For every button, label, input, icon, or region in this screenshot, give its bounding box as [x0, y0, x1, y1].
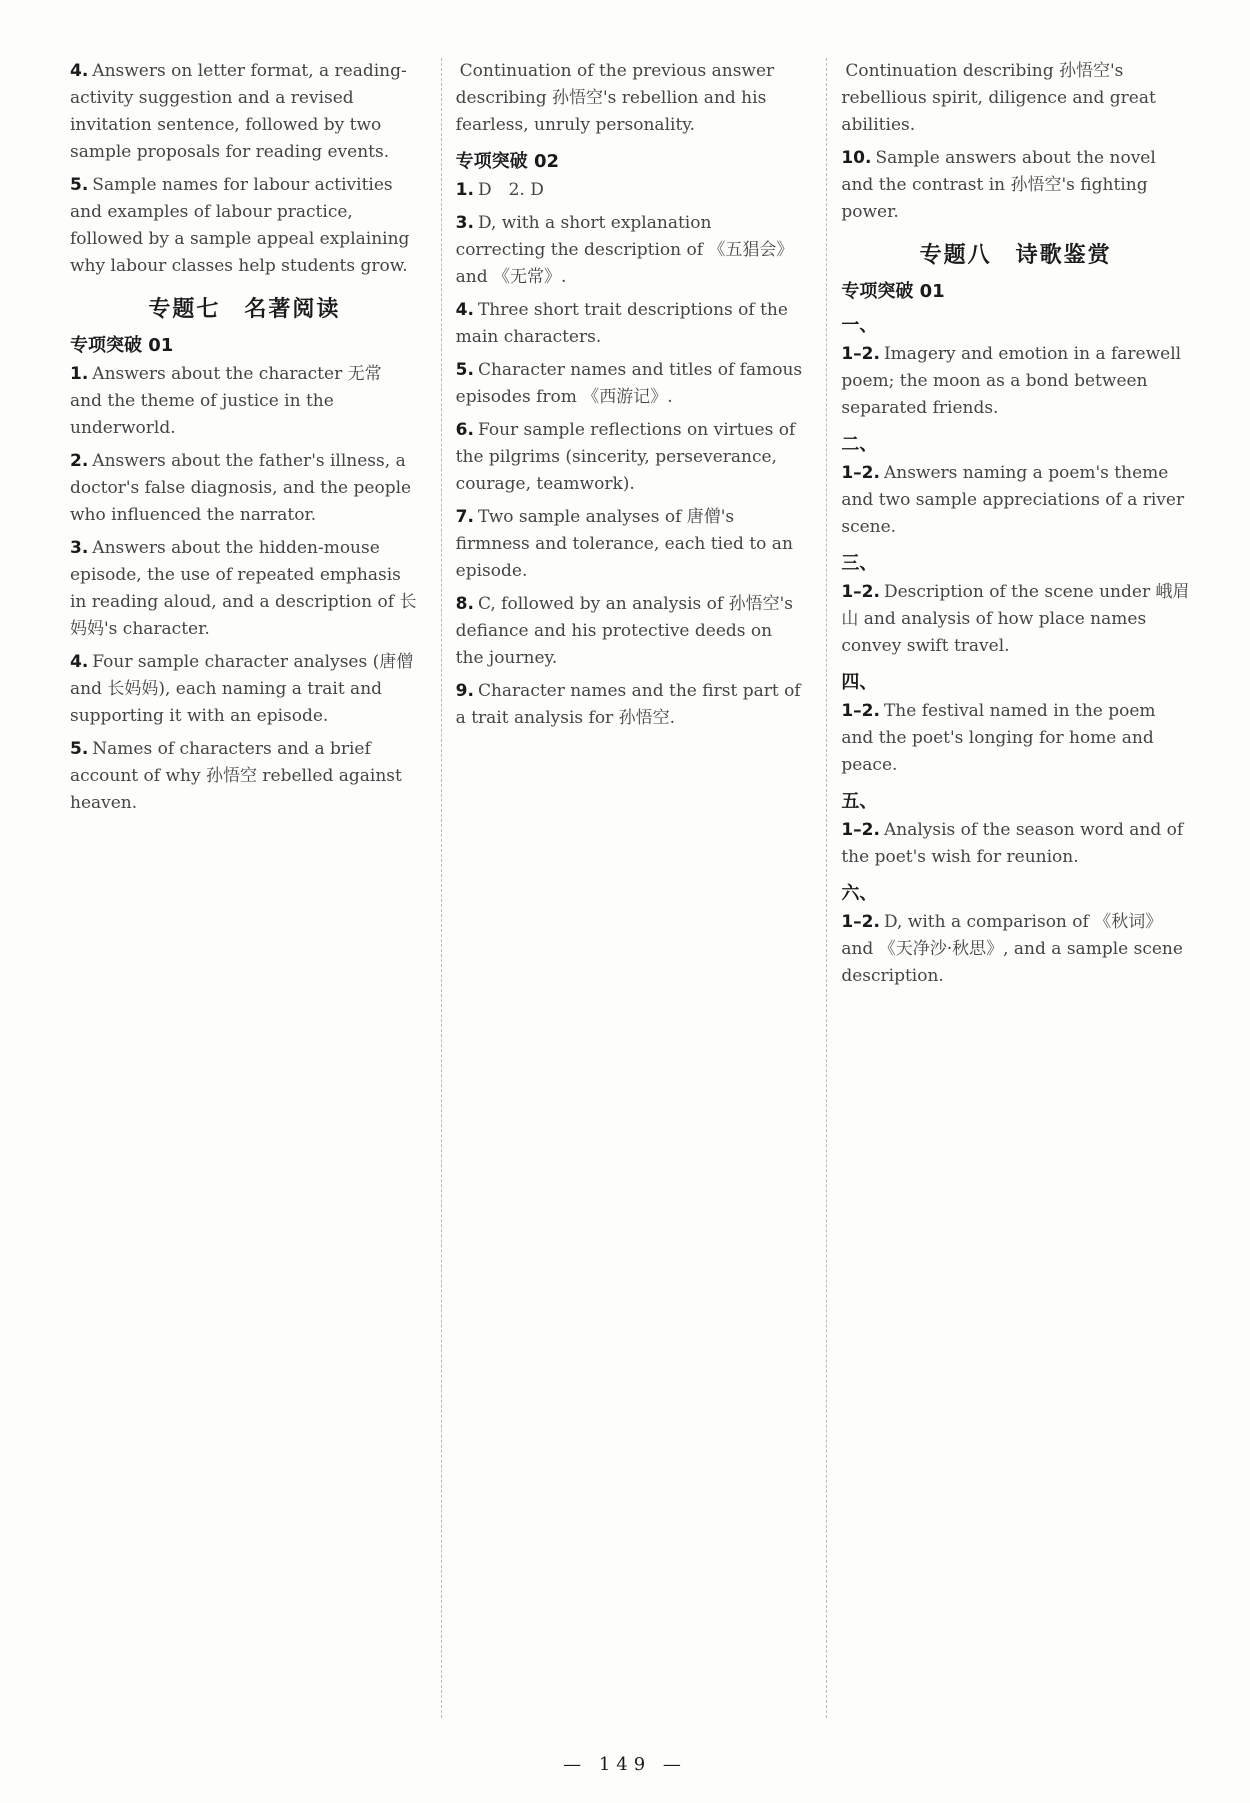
answer-item: [841, 341, 1190, 422]
item-summary: Answers about the hidden-mouse episode, the use of repeated emphasis in reading aloud, and a description of 长妈妈's character.: [70, 538, 417, 639]
item-number: 7.: [455, 507, 474, 527]
item-number: 9.: [455, 681, 474, 701]
answer-item: [70, 649, 419, 730]
section-label: 三、: [841, 553, 878, 574]
item-summary: Description of the scene under 峨眉山 and analysis of how place names convey swift travel.: [841, 582, 1190, 656]
item-summary: D, with a short explanation correcting the description of 《五猖会》 and 《无常》.: [455, 213, 794, 287]
answer-item: [456, 177, 805, 204]
answer-item: [456, 297, 805, 351]
item-number: 4.: [70, 61, 89, 81]
topic-title: 专题七 名著阅读: [148, 297, 341, 322]
item-number: 10.: [841, 148, 872, 168]
answer-item: [841, 58, 1190, 139]
item-summary: Continuation describing 孙悟空's rebellious spirit, diligence and great abilities.: [841, 61, 1156, 135]
section-label: 五、: [841, 791, 878, 812]
answer-item: [456, 357, 805, 411]
item-number: 1–2.: [841, 344, 880, 364]
answer-item: [841, 579, 1190, 660]
item-summary: Answers about the character 无常 and the theme of justice in the underworld.: [70, 364, 382, 438]
item-summary: Answers about the father's illness, a doctor's false diagnosis, and the people who influenced the narrator.: [70, 451, 412, 525]
section-label: 专项突破 01: [841, 281, 945, 302]
item-number: 1.: [70, 364, 89, 384]
item-summary: Sample answers about the novel and the contrast in 孙悟空's fighting power.: [841, 148, 1156, 222]
item-number: 1–2.: [841, 912, 880, 932]
answer-item: [456, 591, 805, 672]
item-summary: C, followed by an analysis of 孙悟空's defiance and his protective deeds on the journey.: [455, 594, 793, 668]
item-number: 1–2.: [841, 820, 880, 840]
item-number: 2.: [70, 451, 89, 471]
item-number: 5.: [70, 175, 89, 195]
section-label: 六、: [841, 883, 878, 904]
page-number: — 149 —: [563, 1754, 687, 1775]
answer-item: [70, 58, 419, 166]
item-number: 8.: [455, 594, 474, 614]
answer-item: [841, 698, 1190, 779]
item-summary: D 2. D: [477, 180, 544, 200]
item-summary: Analysis of the season word and of the poet's wish for reunion.: [841, 820, 1184, 867]
item-number: 1.: [455, 180, 474, 200]
item-number: 6.: [455, 420, 474, 440]
answer-item: [841, 909, 1190, 990]
item-number: 4.: [455, 300, 474, 320]
item-number: 1–2.: [841, 463, 880, 483]
section-label: 专项突破 02: [455, 151, 559, 172]
answer-item: [70, 535, 419, 643]
answer-item: [841, 460, 1190, 541]
answer-item: [70, 361, 419, 442]
section-label: 一、: [841, 315, 878, 336]
item-summary: Continuation of the previous answer describing 孙悟空's rebellion and his fearless, unruly personality.: [455, 61, 775, 135]
answer-item: [70, 736, 419, 817]
section-label: 专项突破 01: [70, 335, 174, 356]
item-summary: Four sample character analyses (唐僧 and 长妈妈), each naming a trait and supporting it with an episode.: [70, 652, 414, 726]
item-summary: Sample names for labour activities and examples of labour practice, followed by a sample appeal explaining why labour classes help students grow.: [70, 175, 410, 276]
item-number: 3.: [70, 538, 89, 558]
answer-item: [456, 417, 805, 498]
item-summary: Two sample analyses of 唐僧's firmness and tolerance, each tied to an episode.: [455, 507, 793, 581]
answer-item: [70, 448, 419, 529]
item-number: 5.: [455, 360, 474, 380]
answer-item: [841, 145, 1190, 226]
item-number: 5.: [70, 739, 89, 759]
item-summary: Answers on letter format, a reading-activity suggestion and a revised invitation sentence, followed by two sample proposals for reading events.: [70, 61, 407, 162]
answer-item: [456, 504, 805, 585]
item-summary: The festival named in the poem and the poet's longing for home and peace.: [841, 701, 1156, 775]
text-column-1: [70, 58, 419, 1718]
text-column-3: [826, 58, 1190, 1718]
section-label: 四、: [841, 672, 878, 693]
item-summary: Names of characters and a brief account of why 孙悟空 rebelled against heaven.: [70, 739, 402, 813]
text-column-2: [441, 58, 805, 1718]
answer-item: [456, 678, 805, 732]
section-label: 二、: [841, 434, 878, 455]
item-summary: Imagery and emotion in a farewell poem; the moon as a bond between separated friends.: [841, 344, 1182, 418]
item-summary: Answers naming a poem's theme and two sample appreciations of a river scene.: [841, 463, 1185, 537]
item-number: 4.: [70, 652, 89, 672]
answer-item: [841, 817, 1190, 871]
item-number: 3.: [455, 213, 474, 233]
item-summary: Three short trait descriptions of the main characters.: [455, 300, 788, 347]
topic-title: 专题八 诗歌鉴赏: [919, 243, 1112, 268]
item-number: 1–2.: [841, 582, 880, 602]
item-summary: D, with a comparison of 《秋词》 and 《天净沙·秋思》, and a sample scene description.: [841, 912, 1183, 986]
answer-item: [456, 210, 805, 291]
item-number: 1–2.: [841, 701, 880, 721]
page-columns: [70, 58, 1190, 1718]
item-summary: Four sample reflections on virtues of the pilgrims (sincerity, perseverance, courage, teamwork).: [455, 420, 796, 494]
answer-item: [70, 172, 419, 280]
item-summary: Character names and titles of famous episodes from 《西游记》.: [455, 360, 803, 407]
answer-item: [456, 58, 805, 139]
item-summary: Character names and the first part of a trait analysis for 孙悟空.: [455, 681, 801, 728]
